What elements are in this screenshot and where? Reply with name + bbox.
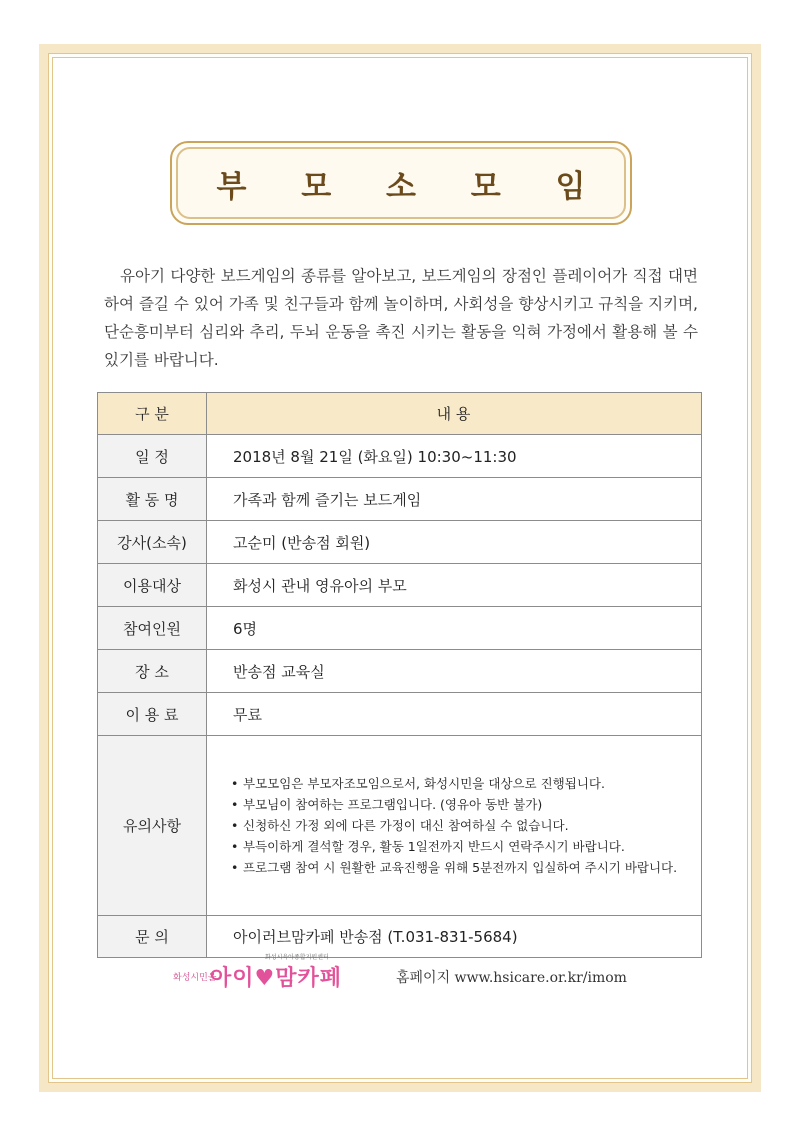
row-value: 6명 [207, 607, 702, 650]
row-value: 2018년 8월 21일 (화요일) 10:30~11:30 [207, 435, 702, 478]
contact-value: 아이러브맘카페 반송점 (T.031-831-5684) [207, 916, 702, 958]
row-label: 활 동 명 [98, 478, 207, 521]
note-item: • 신청하신 가정 외에 다른 가정이 대신 참여하실 수 없습니다. [231, 815, 700, 836]
note-item: • 부득이하게 결석할 경우, 활동 1일전까지 반드시 연락주시기 바랍니다. [231, 836, 700, 857]
table-row [98, 607, 702, 650]
contact-label: 문 의 [98, 916, 207, 958]
logo-subtext: 화성시민을 [173, 973, 217, 983]
row-label: 참여인원 [98, 607, 207, 650]
table-row [98, 435, 702, 478]
header-label-cell: 구 분 [98, 393, 207, 435]
table-row [98, 650, 702, 693]
notes-row [98, 736, 702, 916]
logo-main-text: 아이♥맘카페 [210, 966, 342, 991]
table-row [98, 693, 702, 736]
row-label: 강사(소속) [98, 521, 207, 564]
row-value: 화성시 관내 영유아의 부모 [207, 564, 702, 607]
homepage-text: 홈페이지 www.hsicare.or.kr/imom [396, 970, 627, 986]
row-label: 일 정 [98, 435, 207, 478]
table-header-row [98, 393, 702, 435]
title-banner-inner [176, 147, 626, 219]
row-value: 고순미 (반송점 회원) [207, 521, 702, 564]
note-item: • 부모모임은 부모자조모임으로서, 화성시민을 대상으로 진행됩니다. [231, 773, 700, 794]
row-value: 반송점 교육실 [207, 650, 702, 693]
notes-list [207, 773, 700, 878]
logo-small-text: 화성시육아종합지원센터 [265, 954, 329, 961]
table-row [98, 521, 702, 564]
row-label: 이용대상 [98, 564, 207, 607]
note-item: • 프로그램 참여 시 원활한 교육진행을 위해 5분전까지 입실하여 주시기 바랍니다. [231, 857, 700, 878]
note-item: • 부모님이 참여하는 프로그램입니다. (영유아 동반 불가) [231, 794, 700, 815]
row-value: 무료 [207, 693, 702, 736]
row-label: 이 용 료 [98, 693, 207, 736]
intro-paragraph: 유아기 다양한 보드게임의 종류를 알아보고, 보드게임의 장점인 플레이어가 직접 대면하여 즐길 수 있어 가족 및 친구들과 함께 놀이하며, 사회성을 향상시키고 규칙을 지키며, 단순흥미부터 심리와 추리, 두뇌 운동을 촉진 시키는 활동을 익혀 가정에서 활용해 볼 수 있기를 바랍니다. [104, 267, 698, 369]
header-value-cell: 내 용 [207, 393, 702, 435]
imom-cafe-logo [173, 952, 353, 992]
table-row [98, 564, 702, 607]
title-banner [170, 141, 632, 225]
footer [0, 952, 800, 992]
row-value: 가족과 함께 즐기는 보드게임 [207, 478, 702, 521]
row-label: 장 소 [98, 650, 207, 693]
info-table [97, 392, 702, 958]
page-title: 부 모 소 모 임 [216, 168, 608, 205]
notes-label: 유의사항 [98, 736, 207, 916]
notes-cell [207, 736, 702, 916]
table-row [98, 478, 702, 521]
